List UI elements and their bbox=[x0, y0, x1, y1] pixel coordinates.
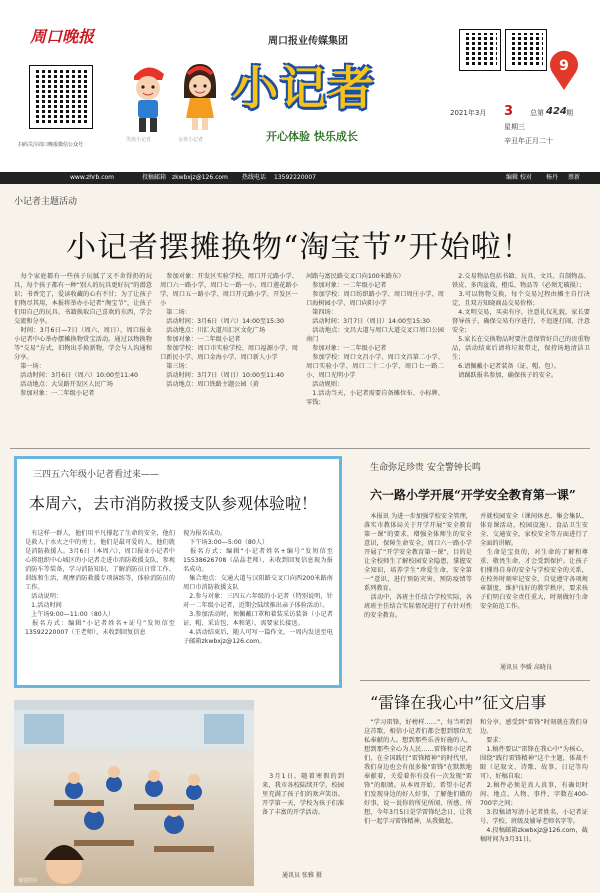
mascot-boy bbox=[128, 60, 168, 134]
issue-label: 总第 bbox=[530, 109, 544, 117]
issue-day: 3 bbox=[504, 104, 514, 119]
safety-col1: 本报讯 为进一步加强学校安全管理，落实市教体局关于开学开展“安全教育第一课”的要求，增强全体师生的安全意识，保障生命安全，周口六一路小学开展了“开学安全教育第一课”，目的是让全校师生了解校园安全隐患，掌握安全知识，培养学生“珍爱生命，安全第一”意识，进行预防灾害、预防疫情等系列教育。 活动中，各班主任结合学校实际，各班班主任结合实际情况进行了有针对性的安全教育。 bbox=[364, 513, 472, 619]
issue-date-block bbox=[450, 104, 590, 154]
qr-code-right bbox=[460, 30, 500, 70]
page-number-badge bbox=[548, 50, 580, 90]
qr-code-left bbox=[30, 66, 92, 128]
email-label: 投稿邮箱 bbox=[142, 174, 167, 181]
issue-date: 2021年3月 bbox=[450, 109, 487, 117]
website[interactable]: www.zhrb.com bbox=[70, 174, 115, 181]
divider-right bbox=[360, 680, 590, 681]
divider bbox=[10, 448, 590, 449]
page-number: 9 bbox=[559, 58, 569, 74]
masthead-title: 小记者 bbox=[232, 61, 376, 115]
lunar-date: 辛丑年正月二十 bbox=[504, 137, 553, 145]
article-swap-col2: 参加对象：开发区实验学校、周口开元路小学、周口六一路小学、周口七一路一小、周口莲花路小学、周口五一路小学、周口开元路小学、开发区一小 第二场： 活动时间：3月6日（周六）14:00至15:30 活动地点：川汇大道川汇区文化广场 参加对象：一二年级小记者 参加学校：周口市实验学校、周口福源小学、周口新民小学、周口金海小学、周口新人小学 第三场： 活动时间：3月7日（周日）10:00至11:40 活动地点：周口铁路主题公园（黄 bbox=[160, 273, 298, 388]
safety-credit: 通讯员 李媛 高晓良 bbox=[500, 664, 552, 671]
fire-visit-col2: 视为报名成功。 下午场3:00—5:00（80人） 报名方式：编辑“小记者姓名+编号”发短信至15538626708（晶晶老师），未收到回复信息视为报名成功。 集合地点：交通大道与汉阳路交叉口向西200米路南周口市消防救援支队 2.参与对象：三四五六年级的小记者（特别说明，针对一二年级小记者，近期会陆续推出亲子体验活动）。 3.参加活动时，须佩戴口罩和着装采访装备（小记者证、帽、采访包、本和笔），需要家长接送。 4.活动结束后，随人可写一篇作文，一周内发送至电子邮箱zkwbxjz@126.com。 bbox=[183, 530, 333, 645]
masthead-slogan: 开心体验 快乐成长 bbox=[266, 130, 358, 143]
phone-label: 热线电话 bbox=[242, 174, 267, 181]
headline-swap-market: 小记者摆摊换物“淘宝节”开始啦！ bbox=[66, 230, 533, 265]
issue-suffix: 期 bbox=[566, 109, 573, 117]
qr-code-right-2 bbox=[506, 30, 546, 70]
article-swap-col3: 河路与富民路交叉口向100米路东） 参加对象：一二年级小记者 参加学校：周口纺织路小学、周口周庄小学、周口海树园小学、周口向阳小学 第四场： 活动时间：3月7日（周日）14:00至15:30 活动地点：文昌大道与周口大道交叉口周口公园南门 参加对象：一二年级小记者 参加学校：周口文昌小学、周口文昌第二小学、周口实验小学、周口二十二小学、周口七一路二小、周口光明小学 活动规则： 1.活动当天，小记者需要自备摊位布、小标牌、零钱； bbox=[306, 273, 444, 406]
fire-visit-box bbox=[14, 456, 342, 688]
fire-visit-col1: 有这样一群人，他们用平凡撑起了生命的安全，他们是救人于水火之中的勇士，他们是最可爱的人，他们就是消防救援人。3月6日（本周六），周口报业小记者中心将组织中心城区的小记者走进市消防救援支队，参观消防车等装备，学习消防知识，了解消防员日常工作、训练和生活，观摩消防救援专项演练等，体验消防员的工作。 活动说明： 1.活动时间 上午场9:00—11:00（80人） 报名方式：编辑“小记者姓名+证号”发短信至13592220007（王老师），未收到回复信息 bbox=[25, 530, 175, 636]
safety-kicker: 生命弥足珍贵 安全警钟长鸣 bbox=[370, 463, 481, 473]
qr-caption: 扫码关注周口晚报微信公众号 bbox=[18, 142, 84, 148]
mascot-girl bbox=[180, 58, 220, 132]
classroom-photo-label: 课堂照片 bbox=[18, 878, 39, 884]
article-swap-col1: 每个家庭都有一些孩子玩腻了又不舍得扔的玩具，每个孩子都有一种“别人的玩具更好玩”的潜意识；书香完了，爱读收藏的心有不甘；为了让孩子们物尽其用，本报将举办小记者“淘宝节”，让孩子们用自己的玩具、书籍换取自己喜欢的东西，学会交流和分享。 时间：3月6日—7日（周六、周日），周口报业小记者中心举办摆摊换物赏宝活动。通过以物换物等“交易”方式，旧物出手换新物，学会与人沟通和分享。 第一场： 活动时间：3月6日（周六）10:00至11:40 活动地点：大吴路开发区人民广场 参加对象：一二年级小记者 bbox=[14, 273, 152, 397]
masthead bbox=[0, 0, 600, 178]
contact-bar bbox=[0, 172, 600, 184]
section-category: 小记者主题活动 bbox=[14, 197, 78, 207]
weekday: 星期三 bbox=[504, 123, 525, 131]
photo-credit: 通讯员 张雅 摄 bbox=[282, 872, 322, 879]
mascot-girl-label: 女孩小记者 bbox=[178, 137, 204, 143]
classroom-photo bbox=[14, 700, 254, 886]
safety-col2: 并就校园安全（课间休息、集会集队、体育课活动、校园设施）、食品卫生安全、交通安全、家校安全等方面进行了全面的讲解。 生命是宝贵的，对生命的了解和尊重、敬畏生命，才会受到保护。让孩子们懂得自身的安全与学校安全的关系，在校外时刻牢记安全，自觉遵守各项规章制度，维护良好的教学秩序，要求孩子们明白安全责任重大，时刻做好生命安全防范工作。 bbox=[480, 513, 588, 610]
editor: 杨丹 bbox=[546, 174, 559, 181]
proofreader: 蔡新 bbox=[568, 174, 581, 181]
fire-visit-headline: 本周六，去市消防救援支队参观体验啦！ bbox=[29, 494, 318, 513]
email[interactable]: zkwbxjz@126.com bbox=[172, 174, 228, 181]
editor-label: 编辑 校对 bbox=[506, 174, 532, 181]
essay-contest-col2: 和分享，感受到“雷锋”时刻就在我们身边。 要求： 1.稿件要以“雷锋在我心中”为核心，围绕“践行雷锋精神”这个主题，体裁不限（记叙文、诗歌、故事、日记等均可），好稿自取； 2.稿件必须是真人真事，有确切时间、地点、人物、事件，字数在400-700字之间； 3.投稿请写清小记者姓名、小记者证号、学校、班级及辅导老师名字等。 4.投稿邮箱zkwbxjz@126.com，截稿时间为3月31日。 bbox=[480, 719, 588, 843]
essay-contest-col1: “学习雷锋，好榜样……”，每当听到这首歌，相信小记者们都会想到那位无私奉献的人。想到那些乐善好施的人，想到那些全心为人民……雷锋和小记者们，在全国践行“雷锋精神”的时代里，我们身边也会有很多像“雷锋”在默默地奉献着，关爱着你有没有一次发现“雷锋”的眼睛。从本周开始，希望小记者们发现身边的好人好事，了解他们做的好事，说一说你的所见所闻、所感、所想，今年3月5日是学雷锋纪念日，让我们一起学习雷锋精神，从我做起。 bbox=[364, 719, 472, 825]
photo-caption: 3月1日，随着寒假的到来，我市各校陆续开学，校园里充满了孩子们的欢声笑语。开学第一天，学校为孩子们准备了丰富的开学活动。 bbox=[262, 773, 344, 816]
article-swap-col4: 2.交易物品包括书籍、玩具、文具、自制物品、铁皮、多肉盆栽、橙瓜、物品等（必须无破损）； 3.可以物物交换，每个交易过程由摊主自行决定，且双方知晓商品交易价格； 4.文明交易，买卖有序，注意礼仪礼貌，家长要督导孩子，确保交易有序进行，不追逐打闹、注意安全； 5.家长在交换物品时要注意保管好自己的贵重物品，活动结束后请将垃圾带走，保持场地清洁卫生； 6.请佩戴小记者装备（证、帽、包）。 请踊跃报名参加，确保孩子的安全。 bbox=[452, 273, 590, 379]
fire-visit-kicker: 三四五六年级小记者看过来—— bbox=[33, 470, 160, 480]
paper-logo: 周口晚报 bbox=[30, 27, 95, 46]
issue-number: 424 bbox=[546, 106, 567, 117]
essay-contest-headline: “雷锋在我心中”征文启事 bbox=[370, 693, 547, 712]
mascot-boy-label: 男孩小记者 bbox=[126, 137, 152, 143]
publisher-group: 周口报业传媒集团 bbox=[268, 36, 348, 47]
phone: 13592220007 bbox=[274, 174, 316, 181]
safety-headline: 六一路小学开展“开学安全教育第一课” bbox=[370, 488, 576, 502]
